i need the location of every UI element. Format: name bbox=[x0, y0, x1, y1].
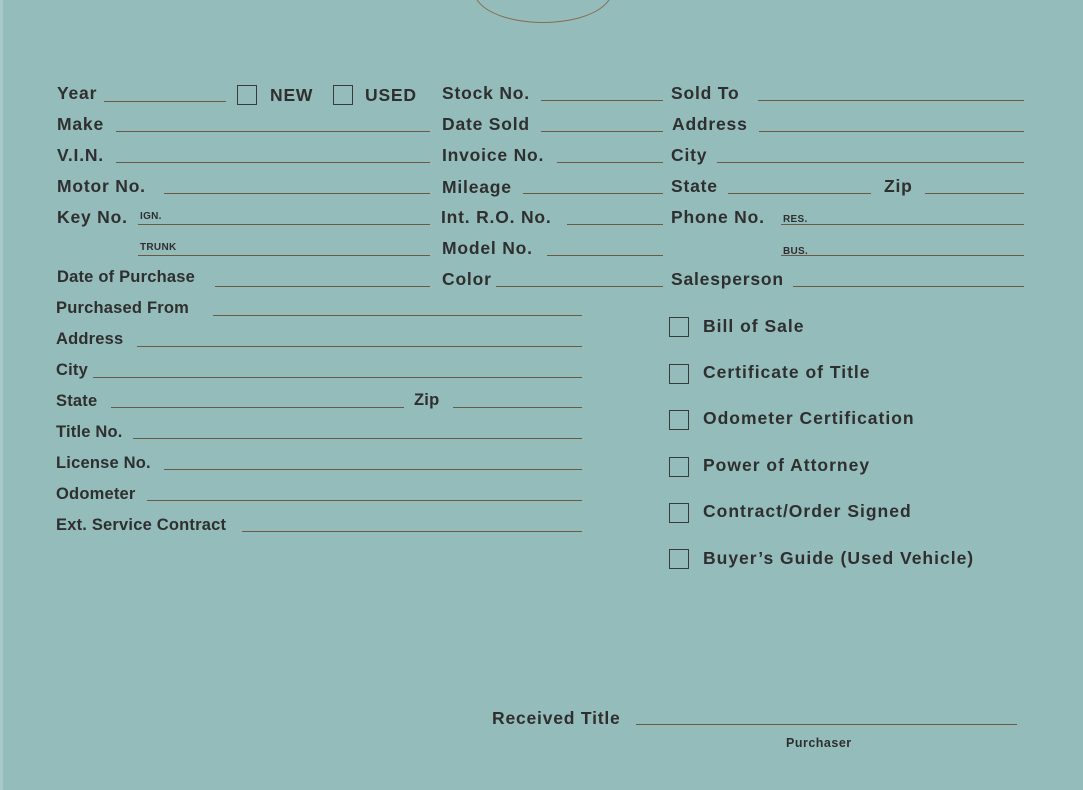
odometer-label: Odometer bbox=[56, 485, 136, 503]
seller-city-field[interactable] bbox=[93, 377, 582, 378]
model-no-label: Model No. bbox=[442, 238, 533, 258]
ext-service-contract-field[interactable] bbox=[242, 531, 582, 532]
license-no-label: License No. bbox=[56, 454, 151, 472]
ext-service-contract-label: Ext. Service Contract bbox=[56, 516, 227, 534]
trunk-label: TRUNK bbox=[140, 242, 177, 253]
motor-no-field[interactable] bbox=[164, 193, 430, 194]
sold-to-field[interactable] bbox=[758, 100, 1024, 101]
ign-label: IGN. bbox=[140, 211, 162, 222]
phone-no-label: Phone No. bbox=[671, 207, 765, 227]
buyer-zip-label: Zip bbox=[884, 176, 913, 196]
bill-of-sale-label: Bill of Sale bbox=[703, 316, 805, 336]
seller-state-field[interactable] bbox=[111, 407, 404, 408]
new-label: NEW bbox=[270, 85, 314, 105]
key-no-label: Key No. bbox=[57, 207, 128, 227]
trunk-key-field[interactable] bbox=[138, 255, 430, 256]
new-checkbox[interactable] bbox=[237, 85, 257, 105]
bus-label: BUS. bbox=[783, 246, 809, 257]
date-of-purchase-field[interactable] bbox=[215, 286, 430, 287]
contract-order-signed-label: Contract/Order Signed bbox=[703, 501, 912, 521]
bill-of-sale-checkbox[interactable] bbox=[669, 317, 689, 337]
purchased-from-field[interactable] bbox=[213, 315, 582, 316]
used-checkbox[interactable] bbox=[333, 85, 353, 105]
received-title-signature-field[interactable] bbox=[636, 724, 1017, 725]
mileage-field[interactable] bbox=[523, 193, 663, 194]
buyer-state-field[interactable] bbox=[728, 193, 871, 194]
year-field[interactable] bbox=[104, 101, 226, 102]
purchaser-label: Purchaser bbox=[786, 736, 852, 750]
seller-zip-field[interactable] bbox=[453, 407, 582, 408]
seller-zip-label: Zip bbox=[414, 391, 440, 409]
res-label: RES. bbox=[783, 214, 808, 225]
ign-key-field[interactable] bbox=[138, 224, 430, 225]
certificate-of-title-checkbox[interactable] bbox=[669, 364, 689, 384]
received-title-label: Received Title bbox=[492, 708, 621, 728]
thumb-notch bbox=[474, 0, 612, 23]
title-no-label: Title No. bbox=[56, 423, 123, 441]
used-label: USED bbox=[365, 85, 417, 105]
buyer-address-label: Address bbox=[672, 114, 748, 134]
buyer-address-field[interactable] bbox=[759, 131, 1024, 132]
invoice-no-field[interactable] bbox=[557, 162, 663, 163]
buyer-city-label: City bbox=[671, 145, 708, 165]
left-edge bbox=[0, 0, 3, 790]
mileage-label: Mileage bbox=[442, 177, 512, 197]
stock-no-field[interactable] bbox=[541, 100, 663, 101]
buyer-zip-field[interactable] bbox=[925, 193, 1024, 194]
buyer-state-label: State bbox=[671, 176, 718, 196]
int-ro-no-label: Int. R.O. No. bbox=[441, 207, 552, 227]
color-label: Color bbox=[442, 269, 492, 289]
bus-phone-field[interactable] bbox=[781, 255, 1024, 256]
power-of-attorney-checkbox[interactable] bbox=[669, 457, 689, 477]
make-field[interactable] bbox=[116, 131, 430, 132]
motor-no-label: Motor No. bbox=[57, 176, 146, 196]
buyers-guide-checkbox[interactable] bbox=[669, 549, 689, 569]
make-label: Make bbox=[57, 114, 104, 134]
date-of-purchase-label: Date of Purchase bbox=[57, 268, 195, 286]
buyers-guide-label: Buyer’s Guide (Used Vehicle) bbox=[703, 548, 975, 568]
date-sold-field[interactable] bbox=[541, 131, 663, 132]
salesperson-label: Salesperson bbox=[671, 269, 784, 289]
invoice-no-label: Invoice No. bbox=[442, 145, 545, 165]
certificate-of-title-label: Certificate of Title bbox=[703, 362, 871, 382]
seller-address-field[interactable] bbox=[137, 346, 582, 347]
color-field[interactable] bbox=[496, 286, 663, 287]
power-of-attorney-label: Power of Attorney bbox=[703, 455, 871, 475]
title-no-field[interactable] bbox=[133, 438, 582, 439]
sold-to-label: Sold To bbox=[671, 83, 740, 103]
vin-label: V.I.N. bbox=[57, 145, 104, 165]
seller-state-label: State bbox=[56, 392, 98, 410]
license-no-field[interactable] bbox=[164, 469, 582, 470]
model-no-field[interactable] bbox=[547, 255, 663, 256]
year-label: Year bbox=[57, 83, 98, 103]
odometer-field[interactable] bbox=[147, 500, 582, 501]
buyer-city-field[interactable] bbox=[717, 162, 1024, 163]
contract-order-signed-checkbox[interactable] bbox=[669, 503, 689, 523]
int-ro-no-field[interactable] bbox=[567, 224, 663, 225]
salesperson-field[interactable] bbox=[793, 286, 1024, 287]
odometer-certification-checkbox[interactable] bbox=[669, 410, 689, 430]
seller-address-label: Address bbox=[56, 330, 124, 348]
seller-city-label: City bbox=[56, 361, 88, 379]
res-phone-field[interactable] bbox=[781, 224, 1024, 225]
vin-field[interactable] bbox=[116, 162, 430, 163]
date-sold-label: Date Sold bbox=[442, 114, 530, 134]
odometer-certification-label: Odometer Certification bbox=[703, 408, 915, 428]
purchased-from-label: Purchased From bbox=[56, 299, 190, 317]
stock-no-label: Stock No. bbox=[442, 83, 530, 103]
